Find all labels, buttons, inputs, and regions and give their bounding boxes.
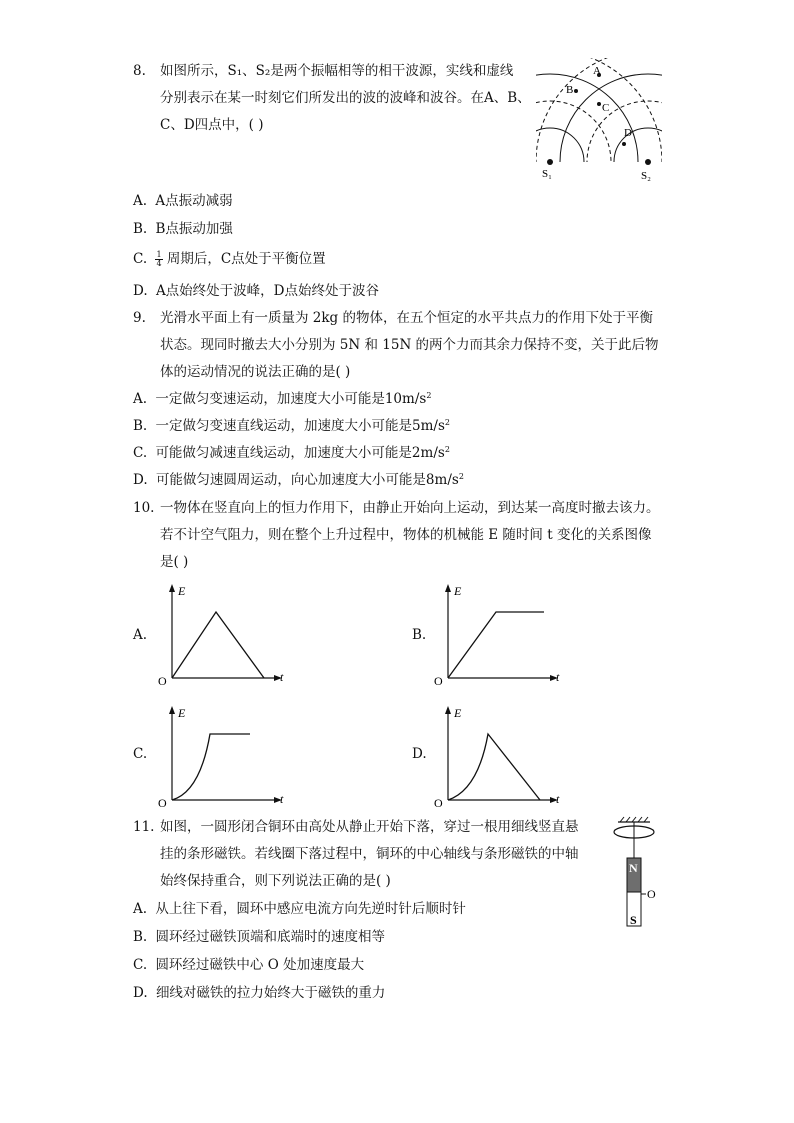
y-axis-label: E [454,584,462,598]
x-axis-label: t [556,792,560,806]
superscript: 2 [458,472,464,481]
origin-label: O [158,796,167,810]
q9-stem-line3: 体的运动情况的说法正确的是( ) [160,364,351,380]
x-axis-label: t [280,670,284,684]
energy-curve [448,734,540,800]
option-label: C. [133,445,148,461]
option-label: A. [133,391,148,407]
superscript: 2 [444,445,450,454]
q11-option-a[interactable] [133,900,466,918]
option-text: B点振动加强 [155,221,233,237]
point-d-dot [622,142,626,146]
option-label: D. [133,985,148,1001]
q10-option-d-graph[interactable] [428,702,568,812]
origin-label: O [158,674,167,688]
q8-label-d: D [624,127,632,139]
option-label: A. [133,901,148,917]
magnet-s-label: S [630,913,637,927]
y-axis-label: E [178,706,186,720]
q10-option-a-graph[interactable] [152,580,292,690]
q9-stem-line2: 状态。现同时撤去大小分别为 5N 和 15N 的两个力而其余力保持不变，关于此后物 [160,337,659,353]
option-label: B. [133,418,148,434]
q11-option-b[interactable] [133,928,385,946]
q8-label-s2: S₂ [641,170,651,182]
option-label: B. [133,221,148,237]
y-axis-label: E [178,584,186,598]
q10-stem-line1: 一物体在竖直向上的恒力作用下，由静止开始向上运动，到达某一高度时撤去该力。 [160,500,660,516]
option-text: 周期后，C点处于平衡位置 [166,251,326,267]
q11-stem-line3: 始终保持重合，则下列说法正确的是( ) [160,873,391,889]
q8-option-a[interactable] [133,192,233,210]
magnet-n-label: N [629,861,638,875]
option-label: D. [133,283,148,299]
q9-option-b[interactable] [133,417,450,435]
q8-label-s1: S₁ [542,168,552,180]
x-axis-label: t [280,792,284,806]
q8-stem-line2: 分别表示在某一时刻它们所发出的波的波峰和波谷。在A、B、 [160,90,531,106]
q8-option-c[interactable] [133,250,326,268]
q10-number: 10. [133,500,155,516]
q10-option-d-label[interactable]: D. [412,746,427,762]
q10-option-b-label[interactable]: B. [412,627,427,643]
option-text: 一定做匀变速直线运动，加速度大小可能是5m/s [155,418,445,434]
option-text: 圆环经过磁铁顶端和底端时的速度相等 [155,929,386,945]
q9-stem-line1: 光滑水平面上有一质量为 2kg 的物体，在五个恒定的水平共点力的作用下处于平衡 [160,310,653,326]
q8-label-b: B [566,84,574,96]
option-text: 从上往下看，圆环中感应电流方向先逆时针后顺时针 [155,901,466,917]
s2-source-dot [645,159,651,165]
q8-number: 8. [133,63,146,79]
q10-stem-line2: 若不计空气阻力，则在整个上升过程中，物体的机械能 E 随时间 t 变化的关系图像 [160,527,652,543]
option-text: 圆环经过磁铁中心 O 处加速度最大 [155,957,365,973]
energy-curve [172,734,250,800]
q10-option-a-label[interactable]: A. [133,627,148,643]
q10-option-b-graph[interactable] [428,580,568,690]
option-text: 细线对磁铁的拉力始终大于磁铁的重力 [155,985,386,1001]
q9-option-c[interactable] [133,444,450,462]
q8-stem-line3: C、D四点中，( ) [160,117,264,133]
q9-option-a[interactable] [133,390,431,408]
center-o-label: O [647,887,656,901]
s1-source-dot [547,159,553,165]
q8-option-b[interactable] [133,220,233,238]
superscript: 2 [426,391,432,400]
option-label: A. [133,193,148,209]
energy-curve [172,612,264,678]
q8-label-a: A [593,65,601,77]
point-b-dot [574,89,578,93]
fraction-numerator: 1 [156,250,162,259]
superscript: 2 [444,418,450,427]
option-text: A点始终处于波峰，D点始终处于波谷 [155,283,380,299]
fraction-one-quarter [155,251,162,268]
ceiling-hatch [620,817,648,822]
option-text: 一定做匀变速运动，加速度大小可能是10m/s [155,391,427,407]
q9-option-d[interactable] [133,471,464,489]
origin-label: O [434,796,443,810]
q11-stem-line1: 如图，一圆形闭合铜环由高处从静止开始下落，穿过一根用细线竖直悬 [160,819,579,835]
option-text: A点振动减弱 [155,193,233,209]
q11-magnet-figure [606,814,666,932]
q11-number: 11. [133,819,155,835]
point-c-dot [597,102,601,106]
y-axis-arrow-icon [169,584,175,592]
option-text: 可能做匀减速直线运动，加速度大小可能是2m/s [155,445,445,461]
fraction-denominator: 4 [156,259,162,268]
q8-stem-line1: 如图所示，S₁、S₂是两个振幅相等的相干波源，实线和虚线 [160,63,514,79]
q11-stem-line2: 挂的条形磁铁。若线圈下落过程中，铜环的中心轴线与条形磁铁的中轴 [160,846,579,862]
y-axis-label: E [454,706,462,720]
y-axis-arrow-icon [445,584,451,592]
y-axis-arrow-icon [445,706,451,714]
x-axis-label: t [556,670,560,684]
q10-stem-line3: 是( ) [160,554,189,570]
q8-wave-figure [536,58,662,182]
option-label: C. [133,957,148,973]
q11-option-c[interactable] [133,956,364,974]
q10-option-c-graph[interactable] [152,702,292,812]
q10-option-c-label[interactable]: C. [133,746,148,762]
option-label: D. [133,472,148,488]
option-label: C. [133,251,148,267]
q11-option-d[interactable] [133,984,385,1002]
energy-curve [448,612,544,678]
q8-option-d[interactable] [133,282,379,300]
y-axis-arrow-icon [169,706,175,714]
option-label: B. [133,929,148,945]
q9-number: 9. [133,310,146,326]
origin-label: O [434,674,443,688]
q8-label-c: C [602,102,610,114]
option-text: 可能做匀速圆周运动，向心加速度大小可能是8m/s [155,472,459,488]
